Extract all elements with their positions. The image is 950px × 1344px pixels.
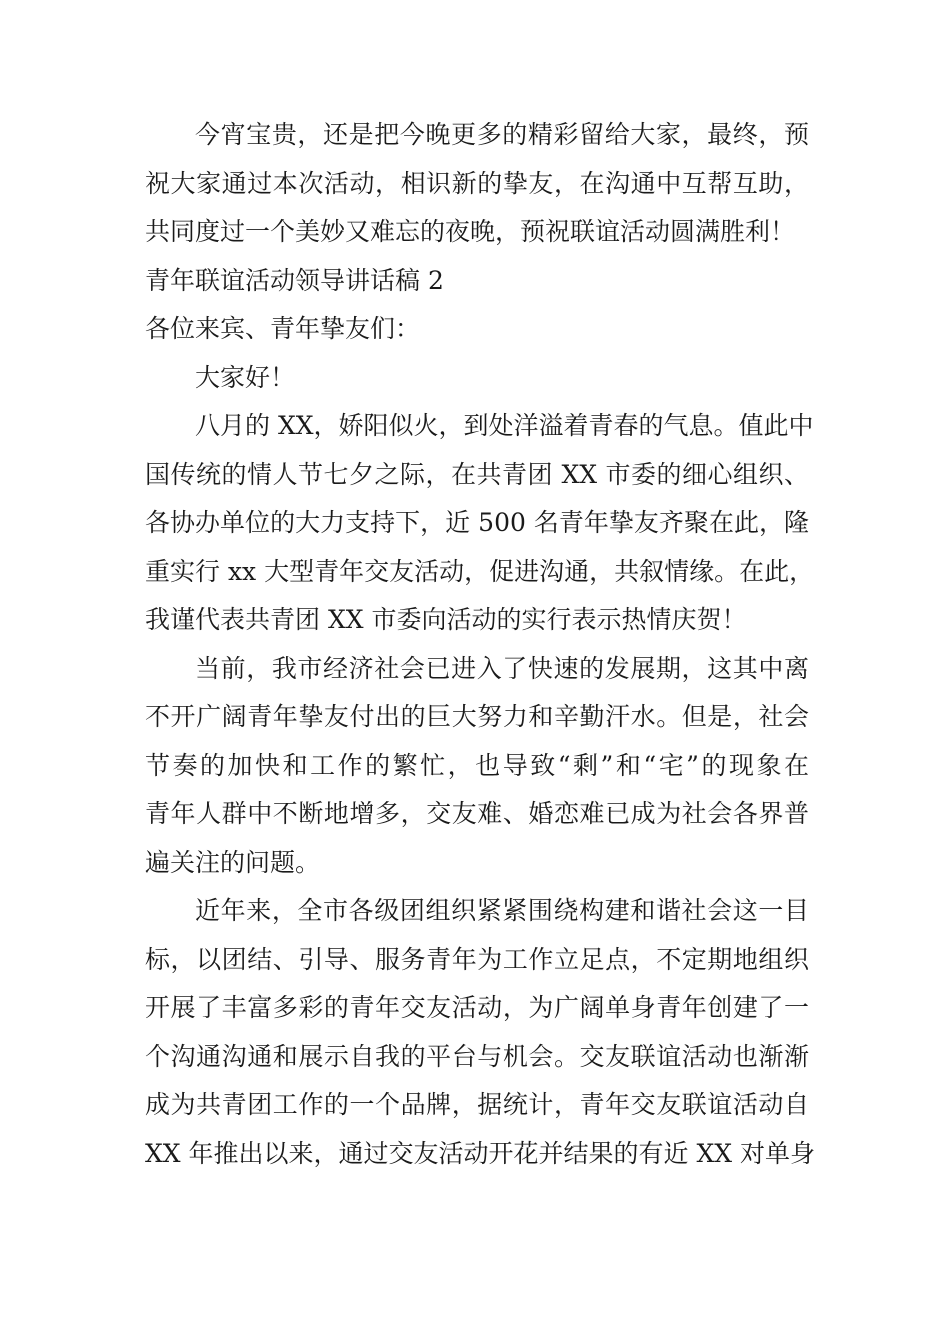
text-line: 今宵宝贵，还是把今晚更多的精彩留给大家，最终，预 (195, 120, 809, 149)
text-line: 遍关注的问题。 (145, 847, 321, 877)
text-line: 近年来，全市各级团组织紧紧围绕构建和谐社会这一目 (195, 896, 809, 925)
text-line: 不开广阔青年挚友付出的巨大努力和辛勤汗水。但是，社会 (145, 702, 809, 731)
text-line: 共同度过一个美妙又难忘的夜晚，预祝联谊活动圆满胜利！ (145, 217, 796, 246)
text-line: 我谨代表共青团 XX 市委向活动的实行表示热情庆贺！ (145, 605, 747, 634)
paragraph-recent-years (145, 887, 816, 1178)
text-line: 开展了丰富多彩的青年交友活动，为广阔单身青年创建了一 (145, 993, 809, 1022)
salutation: 各位来宾、青年挚友们： (145, 314, 421, 343)
section-title: 青年联谊活动领导讲话稿 2 (145, 265, 444, 295)
greeting: 大家好！ (195, 362, 296, 392)
paragraph-greeting (145, 354, 809, 403)
paragraph-closing-remarks (145, 111, 809, 257)
text-line: 祝大家通过本次活动，相识新的挚友，在沟通中互帮互助， (145, 168, 809, 198)
text-line: 成为共青团工作的一个品牌，据统计，青年交友联谊活动自 (145, 1090, 809, 1119)
text-line: 重实行 xx 大型青年交友活动，促进沟通，共叙情缘。在此， (145, 556, 815, 586)
text-line: XX 年推出以来，通过交友活动开花并结果的有近 XX 对单身 (145, 1138, 816, 1168)
text-line: 青年人群中不断地增多，交友难、婚恋难已成为社会各界普 (145, 799, 809, 828)
text-line: 各协办单位的大力支持下，近 500 名青年挚友齐聚在此，隆 (145, 508, 809, 537)
paragraph-salutation (145, 305, 809, 354)
text-line: 节奏的加快和工作的繁忙，也导致“剩”和“宅”的现象在 (145, 750, 809, 780)
text-line: 当前，我市经济社会已进入了快速的发展期，这其中离 (195, 653, 809, 683)
paragraph-current (145, 645, 809, 888)
text-line: 个沟通沟通和展示自我的平台与机会。交友联谊活动也渐渐 (145, 1041, 809, 1071)
text-line: 国传统的情人节七夕之际，在共青团 XX 市委的细心组织、 (145, 459, 809, 489)
section-heading (145, 257, 809, 306)
text-line: 标，以团结、引导、服务青年为工作立足点，不定期地组织 (145, 944, 809, 974)
document-body (145, 111, 816, 1178)
text-line: 八月的 XX，娇阳似火，到处洋溢着青春的气息。值此中 (195, 411, 814, 440)
paragraph-august (145, 402, 815, 645)
